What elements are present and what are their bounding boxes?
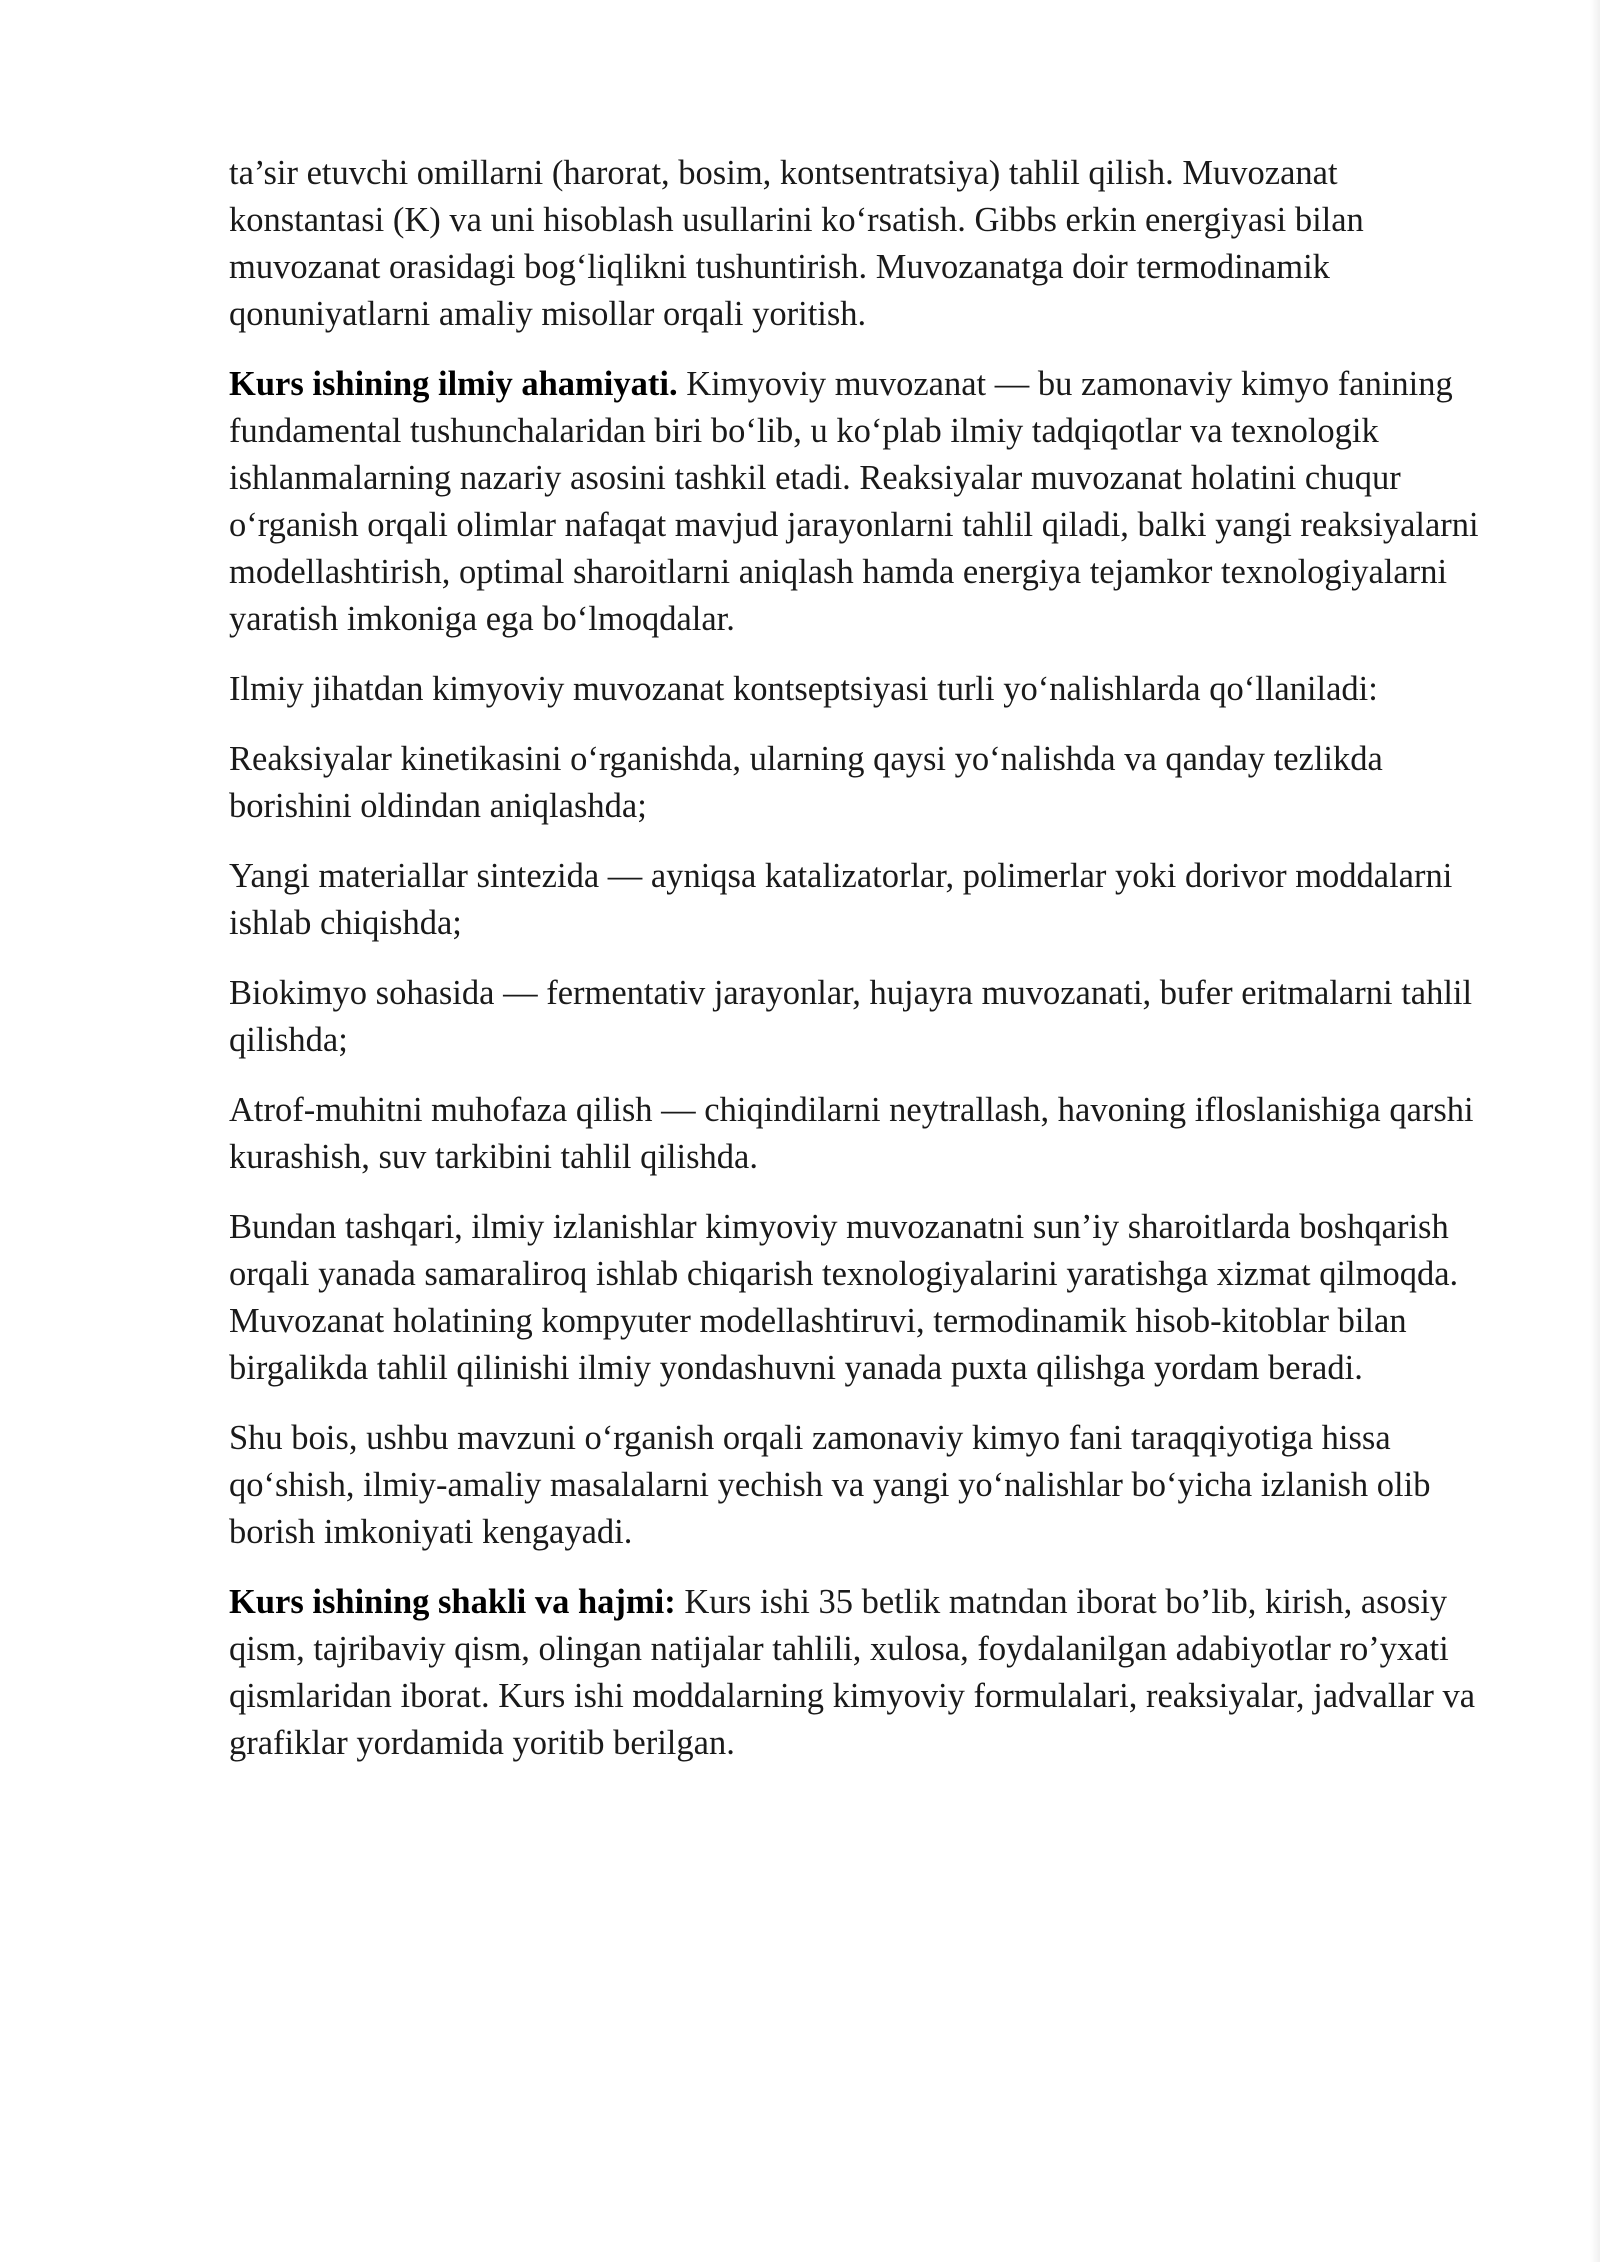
paragraph-text: Shu bois, ushbu mavzuni o‘rganish orqali zamonaviy kimyo fani taraqqiyotiga hissa qo‘shish, ilmiy-amaliy masalalarni yechish va yangi yo‘nalishlar bo‘yicha izlanish olib borish imkoniyati kengayadi. (229, 1419, 1431, 1551)
page-edge-shadow (1590, 0, 1600, 2262)
paragraph-text: Atrof-muhitni muhofaza qilish — chiqindilarni neytrallash, havoning ifloslanishiga qarshi kurashish, suv tarkibini tahlil qilishda. (229, 1091, 1474, 1176)
paragraph-text: Kimyoviy muvozanat — bu zamonaviy kimyo fanining fundamental tushunchalaridan biri bo‘lib, u ko‘plab ilmiy tadqiqotlar va texnologik ishlanmalarning nazariy asosini tashkil etadi. Reaksiyalar muvozanat holatini chuqur o‘rganish orqali olimlar nafaqat mavjud jarayonlarni tahlil qiladi, balki yangi reaksiyalarni modellashtirish, optimal sharoitlarni aniqlash hamda energiya tejamkor texnologiyalarni yaratish imkoniga ega bo‘lmoqdalar. (229, 365, 1479, 638)
paragraph-objectives-continuation (229, 150, 1489, 338)
paragraph-text: Reaksiyalar kinetikasini o‘rganishda, ularning qaysi yo‘nalishda va qanday tezlikda borishini oldindan aniqlashda; (229, 740, 1383, 825)
paragraph-text: Bundan tashqari, ilmiy izlanishlar kimyoviy muvozanatni sun’iy sharoitlarda boshqarish orqali yanada samaraliroq ishlab chiqarish texnologiyalarini yaratishga xizmat qilmoqda. Muvozanat holatining kompyuter modellashtiruvi, termodinamik hisob-kitoblar bilan birgalikda tahlil qilinishi ilmiy yondashuvni yanada puxta qilishga yordam beradi. (229, 1208, 1459, 1387)
paragraph-conclusion (229, 1415, 1489, 1556)
paragraph-heading: Kurs ishining shakli va hajmi: (229, 1583, 676, 1621)
paragraph-application-biochemistry (229, 970, 1489, 1064)
paragraph-heading: Kurs ishining ilmiy ahamiyati. (229, 365, 678, 403)
paragraph-text: Biokimyo sohasida — fermentativ jarayonlar, hujayra muvozanati, bufer eritmalarni tahlil qilishda; (229, 974, 1473, 1059)
paragraph-additional-research (229, 1204, 1489, 1392)
paragraph-text: Yangi materiallar sintezida — ayniqsa katalizatorlar, polimerlar yoki dorivor moddalarni ishlab chiqishda; (229, 857, 1453, 942)
document-body (229, 150, 1489, 1790)
paragraph-text: Kurs ishi 35 betlik matndan iborat bo’lib, kirish, asosiy qism, tajribaviy qism, olingan natijalar tahlili, xulosa, foydalanilgan adabiyotlar ro’yxati qismlaridan iborat. Kurs ishi moddalarning kimyoviy formulalari, reaksiyalar, jadvallar va grafiklar yordamida yoritib berilgan. (229, 1583, 1476, 1762)
paragraph-scientific-importance (229, 361, 1489, 643)
paragraph-text: Ilmiy jihatdan kimyoviy muvozanat kontseptsiyasi turli yo‘nalishlarda qo‘llaniladi: (229, 670, 1378, 708)
paragraph-form-and-volume (229, 1579, 1489, 1767)
paragraph-application-kinetics (229, 736, 1489, 830)
paragraph-application-environment (229, 1087, 1489, 1181)
paragraph-text: ta’sir etuvchi omillarni (harorat, bosim, kontsentratsiya) tahlil qilish. Muvozanat konstantasi (K) va uni hisoblash usullarini ko‘rsatish. Gibbs erkin energiyasi bilan muvozanat orasidagi bog‘liqlikni tushuntirish. Muvozanatga doir termodinamik qonuniyatlarni amaliy misollar orqali yoritish. (229, 154, 1364, 333)
paragraph-applications-intro (229, 666, 1489, 713)
paragraph-application-materials (229, 853, 1489, 947)
